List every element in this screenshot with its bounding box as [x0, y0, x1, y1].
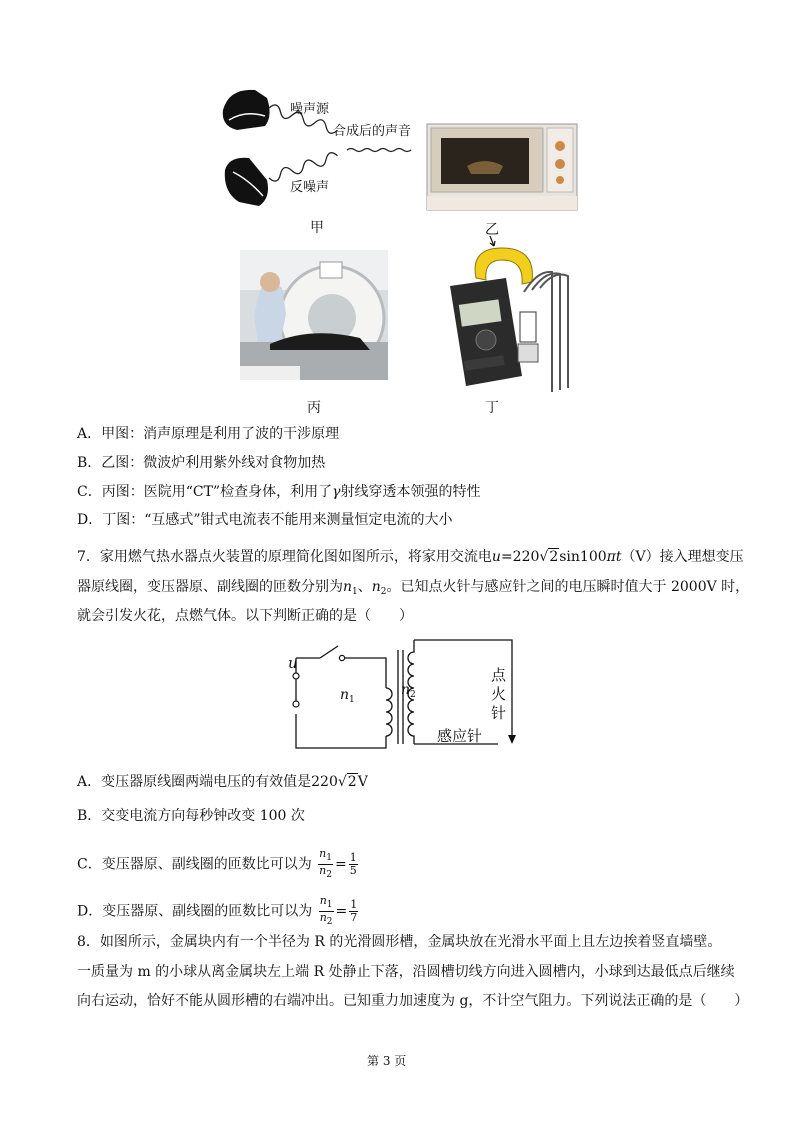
terminal-bottom [293, 701, 299, 707]
q7-option-a: A．变压器原线圈两端电压的有效值是220√2V [77, 774, 368, 790]
microwave-oven-image [427, 124, 579, 214]
q6-option-d: D．丁图：“互感式”钳式电流表不能用来测量恒定电流的大小 [77, 512, 453, 528]
anti-noise-label: 反噪声 [290, 180, 330, 195]
q7-stem-line-3: 就会引发火花，点燃气体。以下判断正确的是（ ） [77, 608, 413, 624]
figure-jia-label: 甲 [310, 220, 324, 236]
ignition-needle-label-3: 针 [491, 704, 507, 722]
figure-bing-label: 丙 [307, 400, 321, 416]
switch-contact [339, 655, 344, 660]
q8-stem-line-3: 向右运动，恰好不能从圆形槽的右端冲出。已知重力加速度为 g，不计空气阻力。下列说法正确的是（ ） [77, 993, 749, 1009]
q7-option-d: D．变压器原、副线圈的匝数比可以为 $\frac{n_1}{n_2}$ = $\frac{1}{7}$ [77, 894, 358, 927]
q8-stem-line-1: 8．如图所示，金属块内有一个半径为 R 的光滑圆形槽，金属块放在光滑水平面上且左边挨着竖直墙壁。 [77, 934, 722, 950]
ignition-needle-label-1: 点 [491, 666, 507, 684]
circuit-u-label: u [288, 654, 298, 672]
ct-scan-photo [240, 250, 388, 380]
ignition-needle-label-2: 火 [491, 685, 507, 703]
combined-sound-label: 合成后的声音 [333, 124, 412, 139]
circuit-n1-label: $n_1$ [340, 687, 355, 705]
q7-option-c: C．变压器原、副线圈的匝数比可以为 $\frac{n_1}{n_2}$ = $\frac{1}{5}$ [77, 847, 357, 880]
terminal-top [293, 673, 299, 679]
q6-option-a: A．甲图：消声原理是利用了波的干涉原理 [77, 426, 340, 442]
q6-option-c: C．丙图：医院用“CT”检查身体，利用了γ射线穿透本领强的特性 [77, 484, 481, 500]
q7-stem-line-2: 器原线圈，变压器原、副线圈的匝数分别为$n_1$、$n_2$。已知点火针与感应针之间的电压瞬时值大于 2000V 时， [77, 579, 750, 597]
circuit-n2-label: $n_2$ [401, 682, 416, 700]
page-number: 第 3 页 [367, 1054, 407, 1068]
noise-source-label: 噪声源 [290, 102, 330, 117]
q6-option-b: B．乙图：微波炉利用紫外线对食物加热 [77, 455, 326, 471]
q8-stem-line-2: 一质量为 m 的小球从离金属块左上端 R 处静止下落，沿圆槽切线方向进入圆槽内，小球到达最低点后继续 [77, 964, 735, 980]
sensor-needle-label: 感应针 [437, 727, 483, 745]
q7-option-b: B．交变电流方向每秒钟改变 100 次 [77, 808, 305, 824]
figure-jia [215, 80, 425, 215]
q7-stem-line-1: 7．家用燃气热水器点火装置的原理简化图如图所示，将家用交流电u=220√2sin100πt（V）接入理想变压 [77, 549, 744, 565]
clamp-meter-image [428, 232, 578, 392]
figure-ding-pointer-label: 乙 [485, 222, 499, 238]
figure-ding-label: 丁 [485, 400, 499, 416]
